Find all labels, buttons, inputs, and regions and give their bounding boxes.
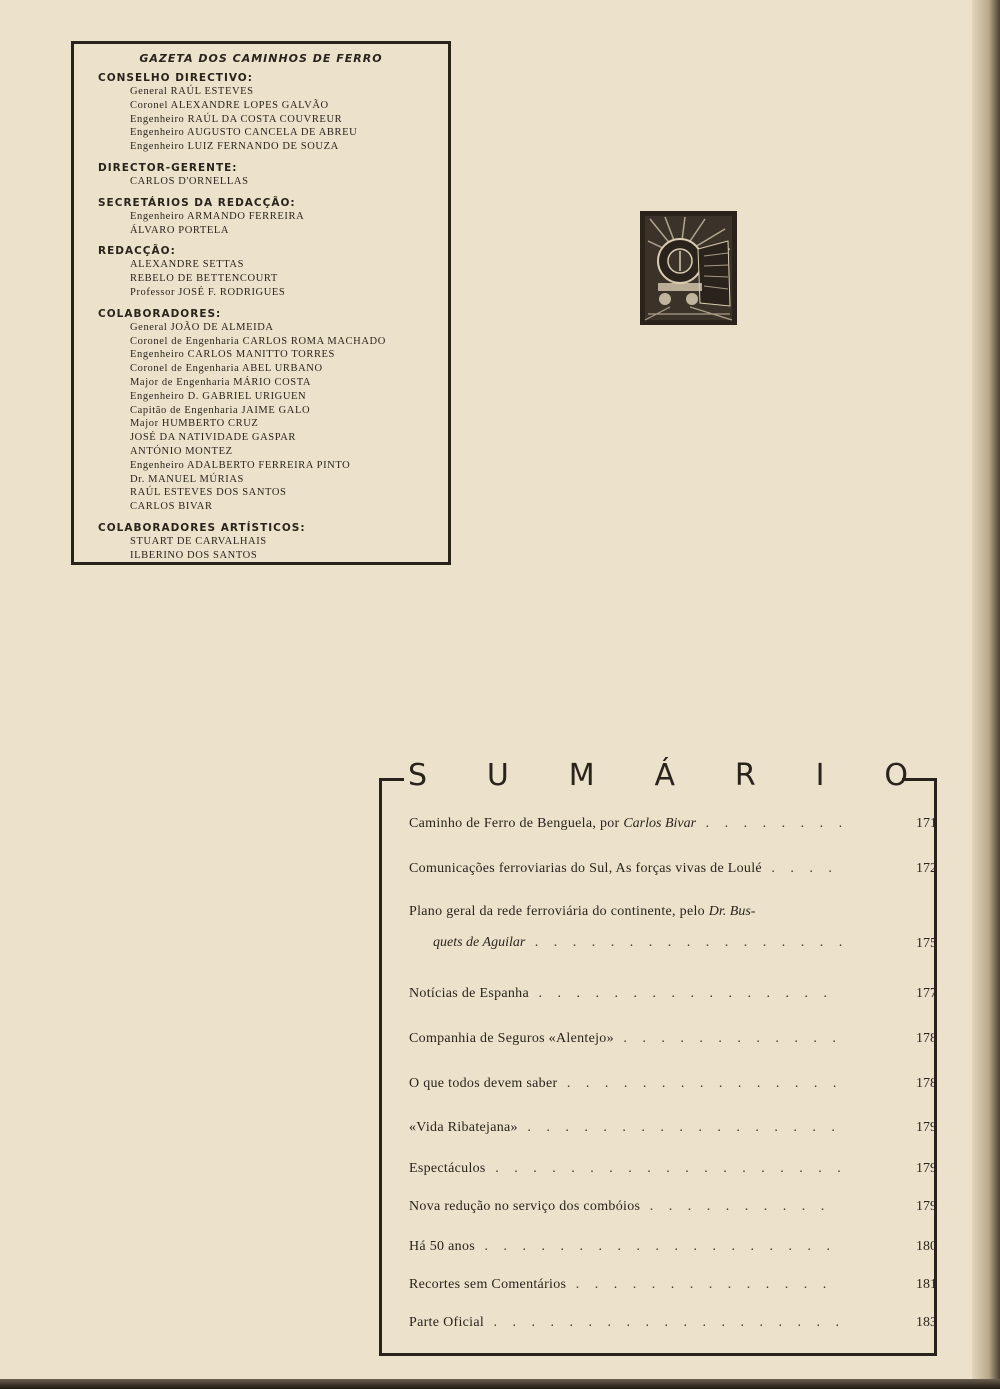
masthead-section-heading: COLABORADORES:	[98, 307, 222, 320]
toc-page-number: 181	[916, 1277, 937, 1292]
masthead-name-line: CARLOS BIVAR	[130, 501, 213, 513]
toc-dot-leader: . . . . . . . . . . . . . .	[566, 1277, 833, 1292]
toc-entry-title: Recortes sem Comentários	[409, 1277, 567, 1292]
toc-page-number: 178	[916, 1031, 937, 1046]
toc-page-number: 172	[916, 861, 937, 876]
toc-entry-title: Nova redução no serviço dos combóios	[409, 1199, 641, 1214]
masthead-name-line: Coronel de Engenharia CARLOS ROMA MACHADO	[130, 335, 386, 347]
toc-entry	[409, 1120, 937, 1136]
toc-dot-leader: . . . . . . . . . . . . . . . .	[529, 986, 833, 1001]
toc-entry	[409, 1161, 937, 1177]
toc-entry	[409, 816, 937, 832]
masthead-section-heading: SECRETÁRIOS DA REDACÇÃO:	[98, 196, 296, 209]
masthead-section-heading: DIRECTOR-GERENTE:	[98, 161, 238, 174]
toc-entry-title: Plano geral da rede ferroviária do continente, pelo	[409, 904, 709, 919]
masthead-section-heading: CONSELHO DIRECTIVO:	[98, 72, 253, 84]
toc-heading-letter: I	[815, 758, 825, 793]
toc-entry-title: O que todos devem saber	[409, 1076, 558, 1091]
toc-page-number: 171	[916, 816, 937, 831]
masthead-section	[98, 196, 448, 238]
locomotive-woodcut-icon	[640, 211, 737, 325]
toc-entry	[409, 1315, 937, 1331]
toc-entry	[409, 904, 937, 951]
masthead-name-line: JOSÉ DA NATIVIDADE GASPAR	[130, 432, 297, 444]
masthead-name-line: Engenheiro LUIZ FERNANDO DE SOUZA	[130, 141, 339, 153]
masthead-name-line: Engenheiro CARLOS MANITTO TORRES	[130, 349, 335, 361]
toc-entry-title: Parte Oficial	[409, 1315, 485, 1330]
toc-dot-leader: . . . . . . . . . . . . . . . . .	[525, 935, 849, 950]
toc-heading-letter: R	[734, 758, 756, 793]
masthead-section-heading: COLABORADORES ARTÍSTICOS:	[98, 521, 306, 534]
toc-dot-leader: . . . . . . . . . . . . . . . . . . .	[484, 1315, 846, 1330]
toc-dot-leader: . . . . . . . .	[696, 816, 849, 831]
masthead-name-line: Capitão de Engenharia JAIME GALO	[130, 404, 311, 416]
masthead-name-line: ANTÓNIO MONTEZ	[130, 445, 233, 457]
toc-entry	[409, 1199, 937, 1215]
masthead-name-line: Coronel de Engenharia ABEL URBANO	[130, 363, 323, 375]
masthead-section	[98, 161, 448, 189]
table-of-contents	[379, 758, 937, 1356]
toc-entry	[409, 1239, 937, 1255]
toc-heading	[408, 758, 908, 793]
toc-dot-leader: . . . .	[761, 861, 838, 876]
masthead-section	[98, 244, 448, 299]
toc-heading-letter: Á	[654, 758, 676, 793]
masthead-name-line: Professor JOSÉ F. RODRIGUES	[130, 286, 286, 298]
masthead-section	[98, 71, 448, 154]
toc-entry	[409, 1277, 937, 1293]
masthead-name-line: Dr. MANUEL MÚRIAS	[130, 473, 244, 485]
toc-entry-title: Comunicações ferroviarias do Sul, As forças vivas de Loulé	[409, 861, 762, 876]
toc-page-number: 175	[916, 936, 937, 951]
toc-dot-leader: . . . . . . . . . . . . . . . . . . .	[475, 1239, 836, 1254]
masthead-name-line: Coronel ALEXANDRE LOPES GALVÃO	[130, 99, 329, 111]
masthead-section	[98, 307, 448, 514]
masthead-name-line: Engenheiro D. GABRIEL URIGUEN	[130, 390, 307, 402]
toc-top-rule-left	[382, 778, 404, 781]
masthead-name-line: Engenheiro ADALBERTO FERREIRA PINTO	[130, 459, 351, 471]
masthead-name-line: RAÚL ESTEVES DOS SANTOS	[130, 487, 287, 499]
page-edge-shadow	[972, 0, 1000, 1389]
toc-entry-title: Companhia de Seguros «Alentejo»	[409, 1031, 614, 1046]
toc-page-number: 179	[916, 1199, 937, 1214]
toc-entry-author: quets de Aguilar	[433, 935, 526, 950]
toc-entry-author: Carlos Bivar	[623, 816, 697, 831]
masthead-name-line: Engenheiro AUGUSTO CANCELA DE ABREU	[130, 127, 358, 139]
toc-entry	[409, 1076, 937, 1092]
toc-entry-title: «Vida Ribatejana»	[409, 1120, 518, 1135]
toc-page-number: 183	[916, 1315, 937, 1330]
toc-heading-letter: O	[884, 758, 908, 793]
toc-entry-title: Notícias de Espanha	[409, 986, 529, 1001]
toc-dot-leader: . . . . . . . . . . . . . . . . .	[517, 1120, 841, 1135]
toc-dot-leader: . . . . . . . . . .	[640, 1199, 831, 1214]
page-bottom-edge	[0, 1379, 1000, 1389]
toc-entry-title: Há 50 anos	[409, 1239, 475, 1254]
masthead-name-line: REBELO DE BETTENCOURT	[130, 273, 278, 285]
masthead-title: GAZETA DOS CAMINHOS DE FERRO	[139, 52, 383, 65]
masthead-sections	[98, 71, 448, 563]
masthead-name-line: Major HUMBERTO CRUZ	[130, 418, 259, 430]
masthead-name-line: ÁLVARO PORTELA	[130, 224, 230, 236]
toc-heading-letter: S	[408, 758, 428, 793]
masthead-box	[71, 41, 451, 565]
toc-entry-author: Dr. Bus-	[708, 904, 756, 919]
toc-entry-title: Espectáculos	[409, 1161, 486, 1176]
masthead-name-line: STUART DE CARVALHAIS	[130, 535, 267, 547]
toc-entry	[409, 1031, 937, 1047]
toc-page-number: 178	[916, 1076, 937, 1091]
masthead-name-line: ALEXANDRE SETTAS	[130, 259, 245, 271]
toc-entry	[409, 861, 937, 877]
toc-entry-title: Caminho de Ferro de Benguela, por	[409, 816, 624, 831]
toc-dot-leader: . . . . . . . . . . . .	[613, 1031, 842, 1046]
masthead-name-line: General RAÚL ESTEVES	[130, 86, 254, 97]
toc-page-number: 180	[916, 1239, 937, 1254]
toc-entry	[409, 986, 937, 1002]
masthead-name-line: ILBERINO DOS SANTOS	[130, 549, 258, 561]
masthead-name-line: Engenheiro ARMANDO FERREIRA	[130, 210, 305, 222]
toc-dot-leader: . . . . . . . . . . . . . . .	[557, 1076, 843, 1091]
toc-page-number: 177	[916, 986, 937, 1001]
masthead-section	[98, 521, 448, 563]
toc-page-number: 179	[916, 1161, 937, 1176]
toc-page-number: 179	[916, 1120, 937, 1135]
masthead-name-line: Engenheiro RAÚL DA COSTA COUVREUR	[130, 113, 343, 125]
masthead-section-heading: REDACÇÃO:	[98, 245, 176, 258]
masthead-name-line: Major de Engenharia MÁRIO COSTA	[130, 376, 312, 388]
masthead-name-line: CARLOS D'ORNELLAS	[130, 175, 249, 187]
toc-heading-letter: U	[486, 758, 509, 793]
masthead-name-line: General JOÃO DE ALMEIDA	[130, 321, 274, 333]
toc-dot-leader: . . . . . . . . . . . . . . . . . . .	[485, 1161, 847, 1176]
toc-heading-letter: M	[568, 758, 595, 793]
